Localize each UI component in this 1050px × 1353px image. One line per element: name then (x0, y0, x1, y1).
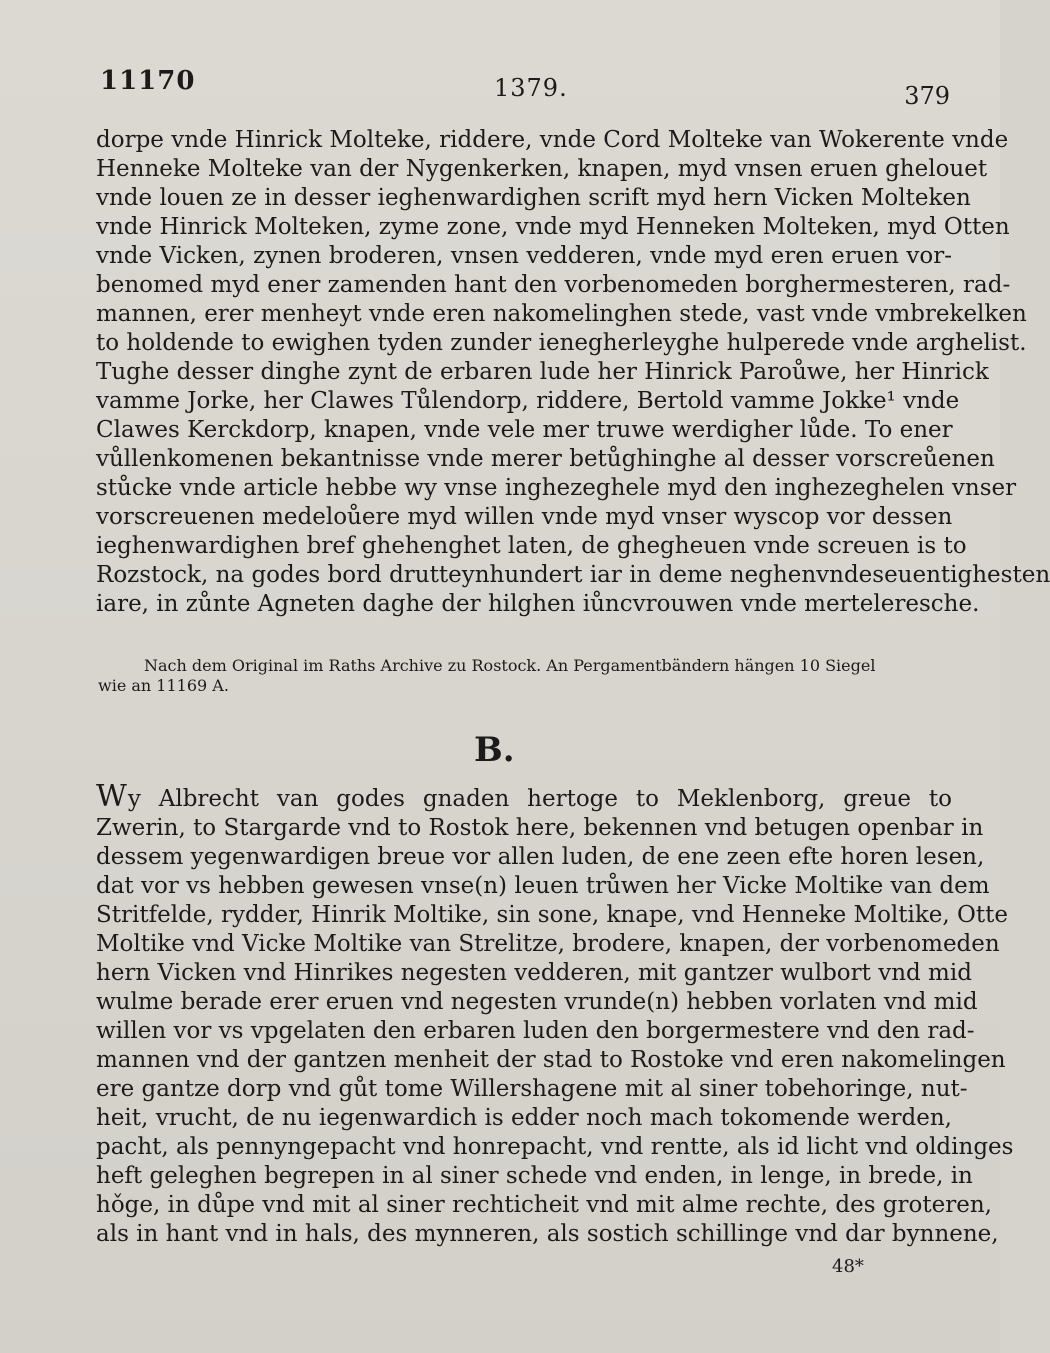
paragraph-a (96, 126, 1050, 619)
editorial-note (98, 656, 950, 696)
text-line: heft geleghen begrepen in al siner schede vnd enden, in lenge, in brede, in (96, 1163, 973, 1189)
note-line: wie an 11169 A. (98, 676, 229, 695)
text-line: Stritfelde, rydder, Hinrik Moltike, sin sone, knape, vnd Henneke Moltike, Otte (96, 902, 1008, 928)
text-line: dorpe vnde Hinrick Molteke, riddere, vnde Cord Molteke van Wokerente vnde (96, 127, 1009, 153)
text-line: als in hant vnd in hals, des mynneren, als sostich schillinge vnd dar bynnene, (96, 1221, 999, 1247)
document-number: 11170 (100, 66, 196, 96)
text-line: mannen, erer menheyt vnde eren nakomelinghen stede, vast vnde vmbrekelken (96, 301, 1027, 327)
text-line: vůllenkomenen bekantnisse vnde merer betůghinghe al desser vorscreůenen (96, 446, 995, 472)
text-line: dessem yegenwardigen breue vor allen luden, de ene zeen efte horen lesen, (96, 844, 985, 870)
text-line: wulme berade erer eruen vnd negesten vrunde(n) hebben vorlaten vnd mid (96, 989, 978, 1015)
text-line: pacht, als pennyngepacht vnd honrepacht, vnd rentte, als id licht vnd oldinges (96, 1134, 1014, 1160)
printer-signature: 48* (832, 1256, 864, 1277)
year-heading: 1379. (494, 74, 568, 102)
text-line: vnde Hinrick Molteken, zyme zone, vnde myd Henneken Molteken, myd Otten (96, 214, 1010, 240)
text-line: vorscreuenen medeloůere myd willen vnde myd vnser wyscop vor dessen (96, 504, 953, 530)
charter-text-a (96, 126, 1050, 619)
text-line: Tughe desser dinghe zynt de erbaren lude her Hinrick Paroůwe, her Hinrick (96, 359, 989, 385)
text-line: vnde louen ze in desser ieghenwardighen scrift myd hern Vicken Molteken (96, 185, 971, 211)
text-line: willen vor vs vpgelaten den erbaren luden den borgermestere vnd den rad- (96, 1018, 975, 1044)
text-line: stůcke vnde article hebbe wy vnse inghezeghele myd den inghezeghelen vnser (96, 475, 1017, 501)
text-line: vnde Vicken, zynen broderen, vnsen vedderen, vnde myd eren eruen vor- (96, 243, 952, 269)
text-line: Zwerin, to Stargarde vnd to Rostok here, bekennen vnd betugen openbar in (96, 815, 984, 841)
first-line-text: y Albrecht van godes gnaden hertoge to Meklenborg, greue to (127, 786, 952, 812)
note-line: Nach dem Original im Raths Archive zu Rostock. An Pergamentbändern hängen 10 Siegel (144, 656, 876, 675)
text-line: iare, in zůnte Agneten daghe der hilghen iůncvrouwen vnde merteleresche. (96, 591, 980, 617)
text-line: benomed myd ener zamenden hant den vorbenomeden borghermesteren, rad- (96, 272, 1011, 298)
text-line: ieghenwardighen bref ghehenghet laten, de ghegheuen vnde screuen is to (96, 533, 967, 559)
text-line: to holdende to ewighen tyden zunder ienegherleyghe hulperede vnde arghelist. (96, 330, 1027, 356)
text-line: vamme Jorke, her Clawes Tůlendorp, riddere, Bertold vamme Jokke¹ vnde (96, 388, 960, 414)
text-line: mannen vnd der gantzen menheit der stad to Rostoke vnd eren nakomelingen (96, 1047, 1006, 1073)
text-line: dat vor vs hebben gewesen vnse(n) leuen trůwen her Vicke Moltike van dem (96, 873, 990, 899)
text-line: hǒge, in důpe vnd mit al siner rechticheit vnd mit alme rechte, des groteren, (96, 1192, 992, 1218)
section-heading: B. (474, 730, 515, 770)
paragraph-b (96, 779, 1014, 1249)
running-header (100, 66, 950, 110)
page-number: 379 (904, 82, 950, 110)
text-line: Moltike vnd Vicke Moltike van Strelitze, brodere, knapen, der vorbenomeden (96, 931, 1000, 957)
text-line: heit, vrucht, de nu iegenwardich is edder noch mach tokomende werden, (96, 1105, 952, 1131)
text-line: Rozstock, na godes bord drutteynhundert iar in deme neghenvndeseuentighesten (96, 562, 1050, 588)
text-line: hern Vicken vnd Hinrikes negesten vedderen, mit gantzer wulbort vnd mid (96, 960, 972, 986)
text-line: Clawes Kerckdorp, knapen, vnde vele mer truwe werdigher lůde. To ener (96, 417, 953, 443)
text-line-first (96, 779, 952, 814)
drop-cap: W (96, 779, 128, 814)
text-line: Henneke Molteke van der Nygenkerken, knapen, myd vnsen eruen ghelouet (96, 156, 988, 182)
text-line: ere gantze dorp vnd gůt tome Willershagene mit al siner tobehoringe, nut- (96, 1076, 968, 1102)
charter-text-b (96, 779, 1014, 1249)
